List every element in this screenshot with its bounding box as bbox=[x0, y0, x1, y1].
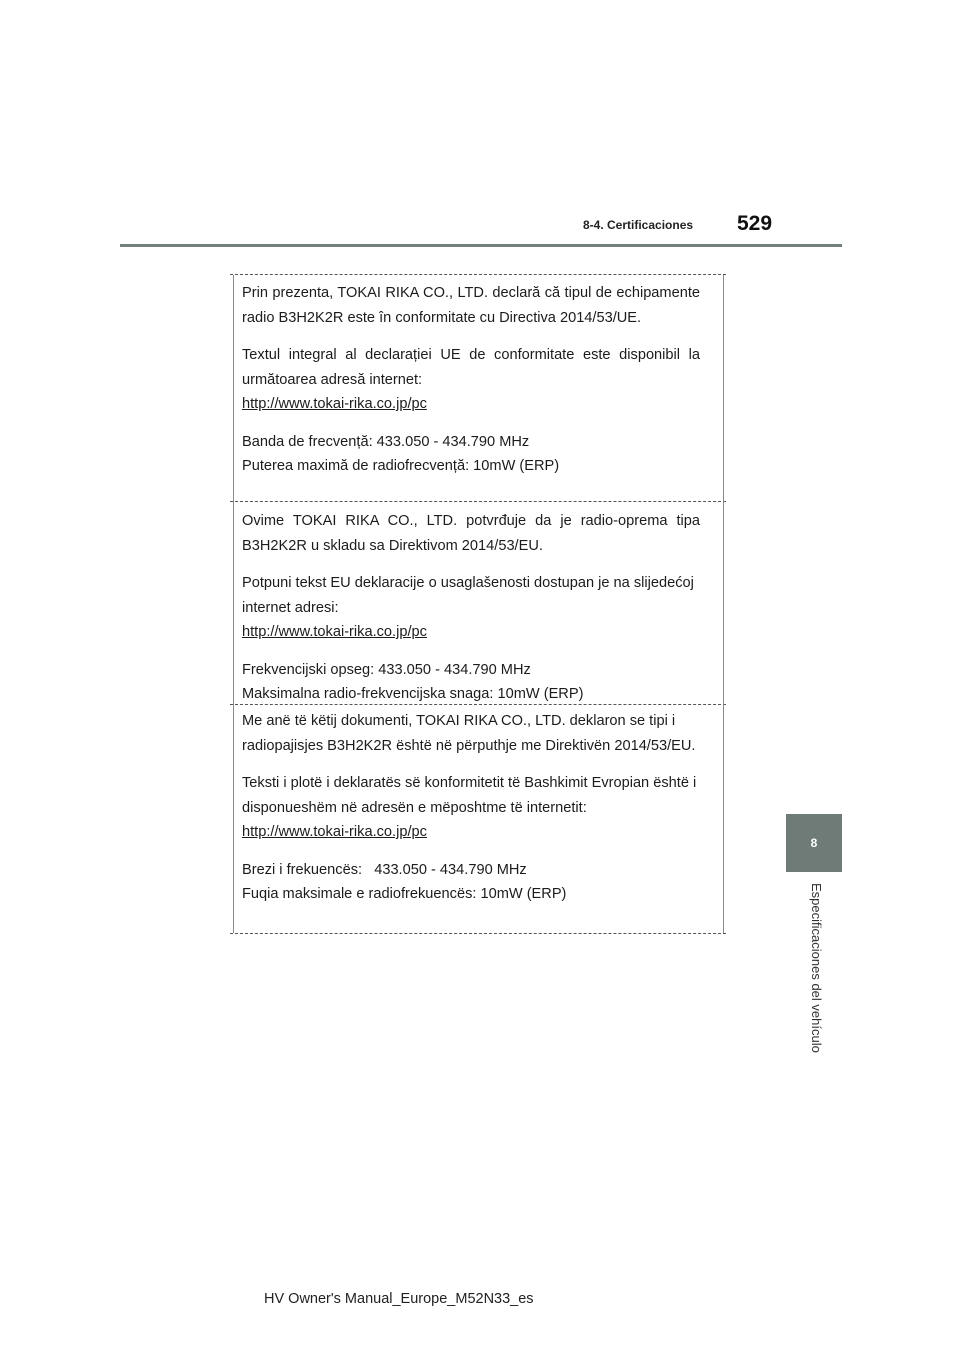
specs-paragraph bbox=[242, 858, 700, 907]
section-divider bbox=[230, 501, 726, 502]
manual-footer: HV Owner's Manual_Europe_M52N33_es bbox=[264, 1291, 534, 1307]
certification-link[interactable]: http://www.tokai-rika.co.jp/pc bbox=[242, 824, 427, 840]
certification-croatian bbox=[230, 509, 726, 707]
certification-romanian bbox=[230, 281, 726, 479]
specs-paragraph bbox=[242, 658, 700, 707]
certification-albanian bbox=[230, 709, 726, 907]
declaration-paragraph: Me anë të këtij dokumenti, TOKAI RIKA CO., LTD. deklaron se tipi i radiopajisjes B3H2K2R është në përputhje me Direktivën 2014/53/EU. bbox=[242, 713, 696, 754]
header-rule bbox=[120, 244, 842, 247]
chapter-title: Especificaciones del vehículo bbox=[809, 883, 824, 1053]
page-number: 529 bbox=[737, 212, 773, 235]
frequency-band: Frekvencijski opseg: 433.050 - 434.790 MHz bbox=[242, 661, 531, 678]
full-text-paragraph bbox=[242, 571, 700, 645]
full-text-paragraph bbox=[242, 771, 700, 845]
chapter-tab bbox=[786, 814, 842, 872]
max-power: Maksimalna radio-frekvencijska snaga: 10mW (ERP) bbox=[242, 686, 584, 702]
frequency-band: Banda de frecvență: 433.050 - 434.790 MHz bbox=[242, 433, 530, 450]
section-heading: 8-4. Certificaciones bbox=[583, 218, 694, 232]
certification-link[interactable]: http://www.tokai-rika.co.jp/pc bbox=[242, 396, 427, 412]
certification-link[interactable]: http://www.tokai-rika.co.jp/pc bbox=[242, 624, 427, 640]
full-text-description: Potpuni tekst EU deklaracije o usaglašenosti dostupan je na slijedećoj internet adresi: bbox=[242, 575, 694, 616]
certification-box bbox=[230, 274, 726, 934]
chapter-number: 8 bbox=[810, 836, 818, 850]
max-power: Puterea maximă de radiofrecvență: 10mW (ERP) bbox=[242, 458, 560, 474]
declaration-paragraph: Ovime TOKAI RIKA CO., LTD. potvrđuje da je radio-oprema tipa B3H2K2R u skladu sa Direktivom 2014/53/EU. bbox=[242, 513, 700, 554]
frequency-band: Brezi i frekuencës: 433.050 - 434.790 MHz bbox=[242, 861, 527, 878]
specs-paragraph bbox=[242, 430, 700, 479]
section-divider bbox=[230, 704, 726, 705]
full-text-description: Textul integral al declarației UE de conformitate este disponibil la următoarea adresă internet: bbox=[242, 347, 700, 388]
full-text-description: Teksti i plotë i deklaratës së konformitetit të Bashkimit Evropian është i disponueshëm në adresën e mëposhtme të internetit: bbox=[242, 775, 697, 816]
max-power: Fuqia maksimale e radiofrekuencës: 10mW (ERP) bbox=[242, 886, 567, 902]
full-text-paragraph bbox=[242, 343, 700, 417]
declaration-paragraph: Prin prezenta, TOKAI RIKA CO., LTD. declară că tipul de echipamente radio B3H2K2R este în conformitate cu Directiva 2014/53/UE. bbox=[242, 285, 700, 326]
